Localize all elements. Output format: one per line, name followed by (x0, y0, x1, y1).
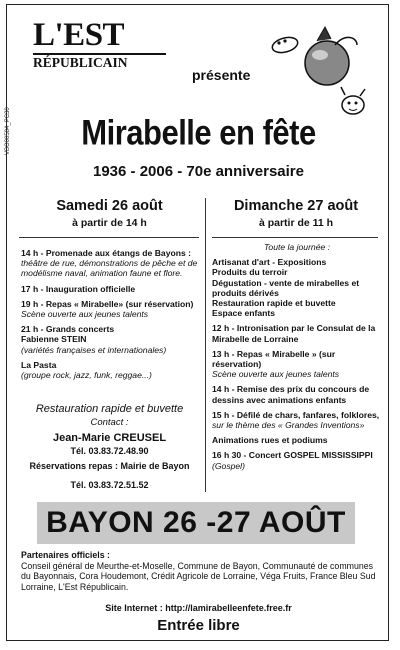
sun-event-4: 15 h - Défilé de chars, fanfares, folklores, (212, 409, 380, 420)
saturday-sub: à partir de 14 h (72, 217, 147, 229)
date-banner: BAYON 26 -27 AOÛT (37, 502, 355, 544)
column-divider (205, 198, 206, 492)
sunday-heading: Dimanche 27 août (233, 198, 359, 214)
side-code: VBO00584_PC30 (5, 107, 11, 155)
reservation-label: Réservations repas : Mairie de Bayon (29, 461, 190, 471)
sun-event-4-desc: sur le thème des « Grandes Inventions» (212, 420, 365, 431)
contact-label: Contact : (90, 417, 129, 428)
reservation-tel: Tél. 03.83.72.51.52 (70, 480, 149, 490)
sunday-sub: à partir de 11 h (258, 217, 334, 229)
website-link[interactable]: Site Internet : http://lamirabelleenfete.free.fr (105, 603, 292, 613)
sun-event-3: 14 h - Remise des prix du concours de dessins avec animations enfants (212, 384, 370, 405)
sun-event-6-desc: (Gospel) (212, 460, 245, 471)
sun-item-5: Espace enfants (212, 308, 276, 319)
sun-event-1: 12 h - Intronisation par le Consulat de la Mirabelle de Lorraine (212, 323, 376, 344)
presente-label: présente (192, 67, 251, 83)
logo-line2: RÉPUBLICAIN (33, 55, 128, 70)
contact-tel: Tél. 03.83.72.48.90 (70, 446, 149, 456)
sat-item-5-desc: (groupe rock, jazz, funk, reggae...) (21, 370, 152, 381)
saturday-info (17, 403, 202, 492)
sun-item-2: Produits du terroir (212, 267, 288, 278)
saturday-rule (19, 237, 199, 238)
sat-item-1-desc: théâtre de rue, démonstrations de pêche et de modélisme naval, animation faune et flore. (21, 258, 198, 279)
anniversary-line: 1936 - 2006 - 70e anniversaire (93, 163, 304, 180)
sat-item-4-artist: Fabienne STEIN (21, 334, 87, 345)
partners-label: Partenaires officiels : (21, 550, 110, 560)
contact-name: Jean-Marie CREUSEL (52, 432, 167, 444)
sat-item-3-desc: Scène ouverte aux jeunes talents (21, 309, 149, 320)
poster-frame (6, 4, 389, 641)
logo-line1: L'EST (33, 17, 125, 53)
sunday-rule (212, 237, 378, 238)
partners-text: Conseil général de Meurthe-et-Moselle, Commune de Bayon, Communauté de communes du Bayonnais, Cora Houdemont, Crédit Agricole de Lorraine, Véga Fruits, France Bleu Sud Lorraine, L'Est Républicain. (21, 560, 376, 592)
sunday-program (212, 242, 382, 471)
sun-all-day: Toute la journée : (263, 242, 331, 252)
sun-item-4: Restauration rapide et buvette (212, 298, 336, 309)
sun-event-5: Animations rues et podiums (212, 435, 328, 446)
sun-event-2-desc: Scène ouverte aux jeunes talents (212, 369, 340, 380)
sat-resto: Restauration rapide et buvette (35, 403, 184, 415)
partners-block (21, 550, 381, 592)
sun-item-3: Dégustation - vente de mirabelles et produits dérivés (212, 277, 360, 298)
sun-event-6: 16 h 30 - Concert GOSPEL MISSISSIPPI (212, 450, 373, 461)
page-title: Mirabelle en fête (81, 112, 316, 153)
sat-item-4-title: 21 h - Grands concerts (21, 324, 115, 335)
sat-item-2-title: 17 h - Inauguration officielle (21, 283, 136, 294)
saturday-program (21, 248, 199, 380)
sat-item-5-title: La Pasta (21, 359, 57, 370)
free-entry: Entrée libre (157, 617, 240, 634)
sun-event-2: 13 h - Repas « Mirabelle » (sur réservation) (212, 348, 336, 370)
sun-item-1: Artisanat d'art - Expositions (212, 257, 327, 268)
mirabelle-fruit-character-icon (265, 23, 375, 123)
sat-item-1-title: 14 h - Promenade aux étangs de Bayons : (21, 248, 192, 258)
saturday-heading: Samedi 26 août (56, 198, 163, 214)
sat-item-3-title: 19 h - Repas « Mirabelle» (sur réservation) (21, 298, 194, 309)
sat-item-4-desc: (variétés françaises et internationales) (21, 344, 167, 355)
